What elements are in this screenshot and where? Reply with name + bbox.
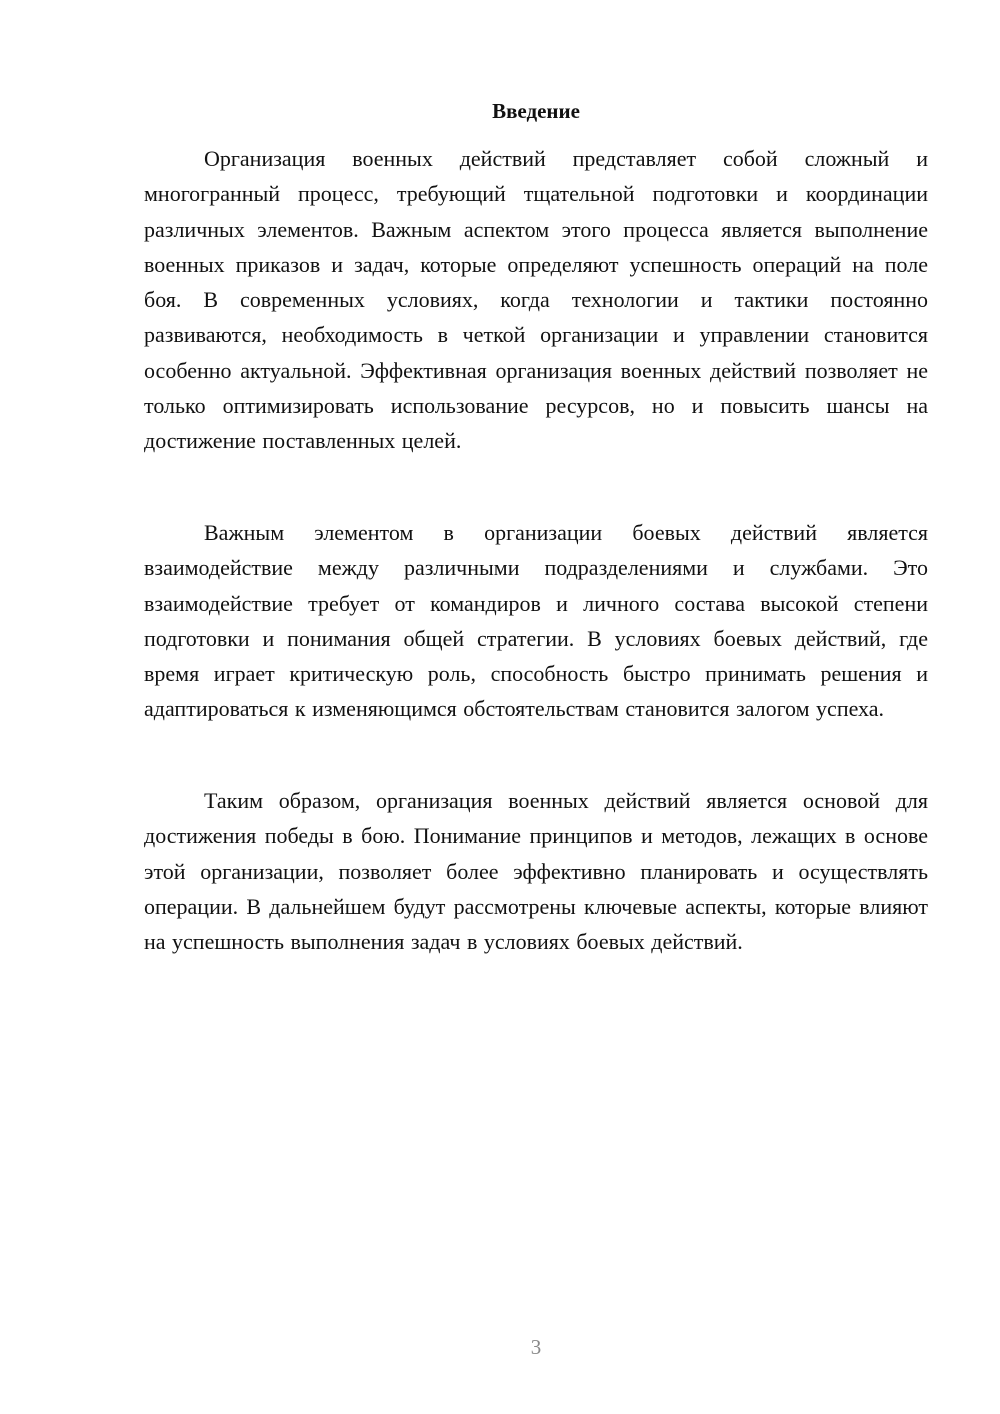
page-number: 3 [530, 1335, 542, 1359]
paragraph-1: Организация военных действий представляет собой сложный и многогранный процесс, требующий тщательной подготовки и координации различных элементов. Важным аспектом этого процесса является выполнение военных приказов и задач, которые определяют успешность операций на поле боя. В современных условиях, когда технологии и тактики постоянно развиваются, необходимость в четкой организации и управлении становится особенно актуальной. Эффективная организация военных действий позволяет не только оптимизировать использование ресурсов, но и повысить шансы на достижение поставленных целей. [144, 146, 928, 454]
paragraph-3: Таким образом, организация военных действий является основой для достижения победы в бою. Понимание принципов и методов, лежащих в основе этой организации, позволяет более эффективно планировать и осуществлять операции. В дальнейшем будут рассмотрены ключевые аспекты, которые влияют на успешность выполнения задач в условиях боевых действий. [144, 788, 928, 955]
section-title: Введение [492, 99, 580, 123]
paragraph-2: Важным элементом в организации боевых действий является взаимодействие между различными подразделениями и службами. Это взаимодействие требует от командиров и личного состава высокой степени подготовки и понимания общей стратегии. В условиях боевых действий, где время играет критическую роль, способность быстро принимать решения и адаптироваться к изменяющимся обстоятельствам становится залогом успеха. [144, 520, 928, 722]
